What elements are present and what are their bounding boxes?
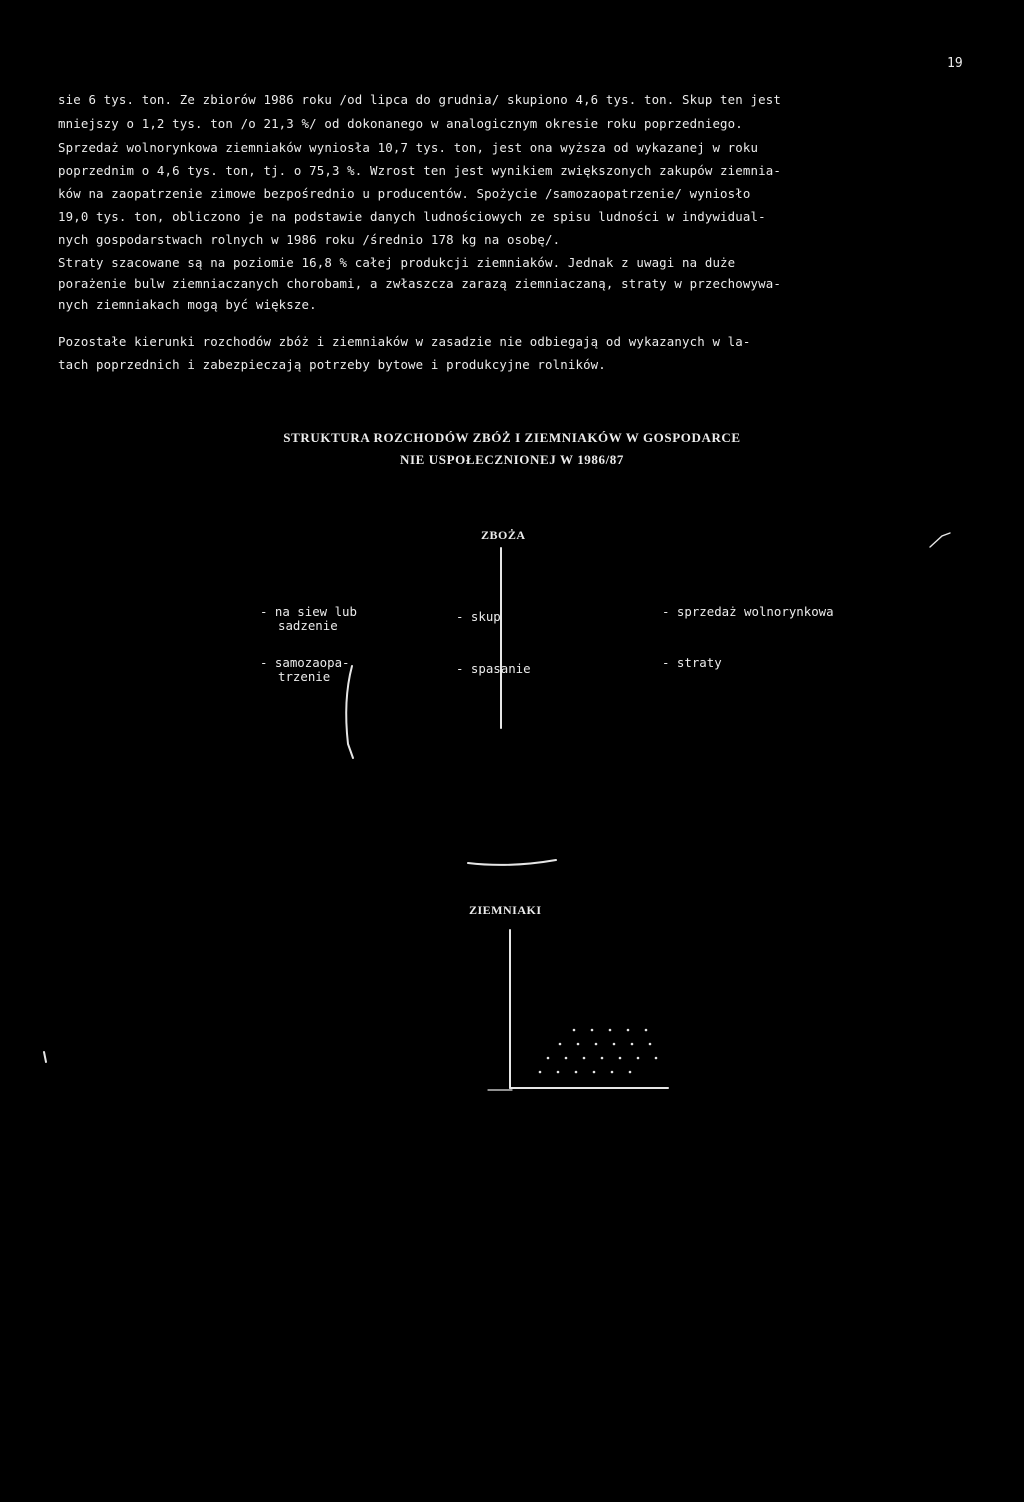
legend-label-spasanie: - spasanie	[456, 661, 531, 676]
text-line: nych gospodarstwach rolnych w 1986 roku /średnio 178 kg na osobę/.	[58, 232, 561, 247]
text-line: Straty szacowane są na poziomie 16,8 % całej produkcji ziemniaków. Jednak z uwagi na duże	[58, 255, 736, 270]
page-number: 19	[947, 56, 963, 71]
text-line: nych ziemniakach mogą być większe.	[58, 297, 317, 312]
text-line: tach poprzednich i zabezpieczają potrzeby bytowe i produkcyjne rolników.	[58, 357, 606, 372]
figure-title-line-2: NIE USPOŁECZNIONEJ W 1986/87	[400, 452, 624, 467]
legend-label-samozaopatrzenie: - samozaopa- trzenie	[260, 655, 350, 684]
legend-label-sprzedaz: - sprzedaż wolnorynkowa	[662, 604, 834, 619]
text-line: mniejszy o 1,2 tys. ton /o 21,3 %/ od dokonanego w analogicznym okresie roku poprzedniego.	[58, 116, 743, 131]
legend-label-straty: - straty	[662, 655, 722, 670]
legend-label-na-siew: - na siew lub sadzenie	[260, 604, 357, 633]
chart-label-zboza: ZBOŻA	[481, 528, 526, 542]
chart-label-ziemniaki: ZIEMNIAKI	[469, 903, 542, 917]
zboza-arc-mark	[930, 533, 950, 547]
text-line: poprzednim o 4,6 tys. ton, tj. o 75,3 %. Wzrost ten jest wynikiem zwiększonych zakupów ziemnia-	[58, 163, 781, 178]
ziemniaki-dotted-segment	[539, 1029, 658, 1074]
text-line: Pozostałe kierunki rozchodów zbóż i ziemniaków w zasadzie nie odbiegają od wykazanych w la-	[58, 334, 751, 349]
text-line: porażenie bulw ziemniaczanych chorobami, a zwłaszcza zarazą ziemniaczaną, straty w przechowywa-	[58, 276, 781, 291]
legend-label-skup: - skup	[456, 609, 501, 624]
text-line: ków na zaopatrzenie zimowe bezpośrednio u producentów. Spożycie /samozaopatrzenie/ wyniosło	[58, 186, 751, 201]
text-line: Sprzedaż wolnorynkowa ziemniaków wyniosła 10,7 tys. ton, jest ona wyższa od wykazanej w roku	[58, 140, 759, 155]
zboza-arc-bottom	[468, 860, 556, 865]
text-line: 19,0 tys. ton, obliczono je na podstawie danych ludnościowych ze spisu ludności w indywidual-	[58, 209, 766, 224]
figure-title-line-1: STRUKTURA ROZCHODÓW ZBÓŻ I ZIEMNIAKÓW W GOSPODARCE	[283, 430, 741, 445]
text-line: sie 6 tys. ton. Ze zbiorów 1986 roku /od lipca do grudnia/ skupiono 4,6 tys. ton. Skup ten jest	[58, 92, 781, 107]
left-edge-mark	[44, 1052, 46, 1062]
